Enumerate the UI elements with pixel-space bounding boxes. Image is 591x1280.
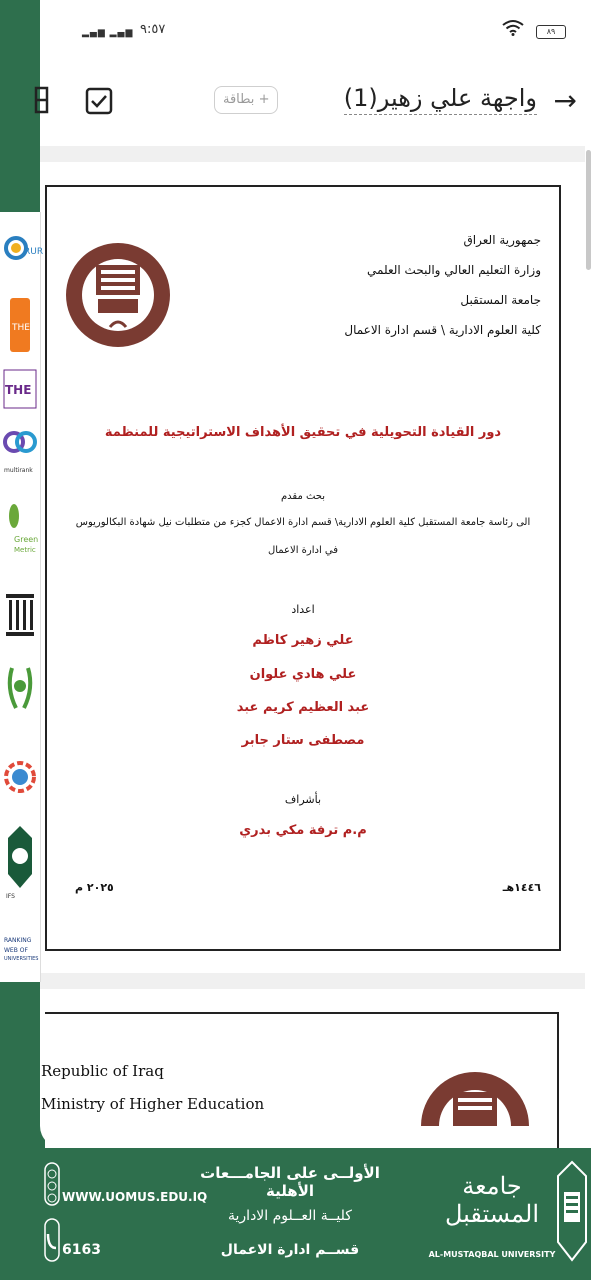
columns-icon[interactable] — [4, 590, 36, 644]
card-chip-button[interactable]: بطاقة + — [214, 86, 278, 114]
footer-slogan: الأولــى على الجامـــعات الأهلية — [200, 1164, 380, 1200]
document-title[interactable]: واجهة علي زهير(1) — [344, 82, 537, 115]
document-page-1 — [45, 185, 561, 951]
document-toolbar — [40, 70, 591, 132]
purpose-line-2: في ادارة الاعمال — [267, 545, 339, 556]
year-gregorian: ٢٠٢٥ م — [75, 881, 114, 894]
sdg-icon[interactable] — [4, 742, 36, 816]
signal-icon: ▂▄▆ ▂▄▆ — [82, 28, 134, 38]
multirank-icon[interactable] — [4, 420, 36, 482]
svg-text:IFS: IFS — [6, 893, 15, 900]
greenmetric-icon[interactable] — [4, 498, 39, 572]
author-name: علي زهير كاظم — [252, 633, 354, 648]
status-time: ٩:٥٧ — [140, 22, 166, 37]
battery-icon: ٨٩ — [536, 25, 566, 39]
purpose-line-1: الى رئاسة جامعة المستقبل كلية العلوم الادارية\ قسم ادارة الاعمال كجزء من متطلبات نيل شهادة البكالوريوس — [75, 517, 531, 528]
author-name: مصطفى ستار جابر — [241, 733, 365, 748]
page-gap — [40, 973, 585, 989]
university-seal-icon — [417, 1066, 533, 1130]
the-impact-icon[interactable] — [4, 368, 36, 414]
footer-college: كليــة العــلوم الادارية — [228, 1208, 352, 1224]
svg-text:RANKING: RANKING — [4, 937, 32, 944]
university-shield-icon — [556, 1156, 588, 1272]
svg-text:Green: Green — [14, 535, 39, 544]
svg-text:Metric: Metric — [14, 546, 36, 554]
university-footer-banner — [0, 1148, 591, 1280]
english-header-line: Republic of Iraq — [41, 1062, 164, 1080]
header-line-college: كلية العلوم الادارية \ قسم ادارة الاعمال — [344, 323, 541, 337]
phone-number[interactable]: 6163 — [62, 1242, 101, 1258]
phone-screen — [40, 0, 591, 1148]
header-line-university: جامعة المستقبل — [460, 293, 541, 307]
english-header-line: Ministry of Higher Education — [41, 1095, 265, 1113]
svg-text:THE: THE — [5, 383, 32, 397]
page-gap — [40, 146, 585, 162]
author-name: علي هادي علوان — [249, 667, 357, 682]
author-name: عبد العظيم كريم عبد — [236, 700, 370, 715]
year-hijri: ١٤٤٦هـ — [502, 881, 541, 894]
svg-text:THE: THE — [12, 323, 30, 333]
university-arabic-wordmark: جامعة المستقبل — [444, 1172, 540, 1228]
wreath-icon[interactable] — [4, 658, 36, 730]
rur-icon[interactable] — [4, 222, 44, 278]
checkbox-icon[interactable] — [84, 86, 114, 120]
supervisor-name: م.م ترفة مكي بدري — [239, 823, 367, 838]
globe-icon — [44, 1162, 60, 1210]
submitted-label: بحث مقدم — [280, 491, 326, 502]
header-line-ministry: وزارة التعليم العالي والبحث العلمي — [367, 263, 541, 277]
university-seal-icon — [63, 235, 173, 365]
seal-icon[interactable] — [4, 822, 36, 904]
prepared-by-label: اعداد — [291, 603, 315, 616]
phone-icon — [44, 1218, 60, 1266]
svg-text:multirank: multirank — [4, 467, 33, 474]
rankings-sidebar — [0, 212, 44, 982]
header-line-country: جمهورية العراق — [463, 233, 541, 247]
list-icon[interactable] — [36, 86, 50, 118]
scrollbar[interactable] — [586, 150, 591, 270]
back-arrow-icon[interactable]: → — [553, 84, 577, 117]
webometrics-icon[interactable] — [4, 930, 39, 968]
university-english-name: AL-MUSTAQBAL UNIVERSITY — [428, 1250, 556, 1259]
svg-text:RUR: RUR — [24, 247, 44, 257]
status-bar — [40, 0, 591, 60]
thesis-title: دور القيادة التحويلية في تحقيق الأهداف الاستراتيجية للمنظمة — [104, 425, 502, 440]
supervision-label: بأشراف — [284, 793, 322, 806]
svg-text:UNIVERSITIES: UNIVERSITIES — [4, 956, 39, 962]
svg-text:WEB OF: WEB OF — [4, 947, 28, 954]
the-icon[interactable] — [4, 296, 36, 358]
website-link[interactable]: WWW.UOMUS.EDU.IQ — [62, 1190, 208, 1204]
footer-department: قســم ادارة الاعمال — [220, 1242, 360, 1258]
wifi-icon — [502, 20, 524, 40]
